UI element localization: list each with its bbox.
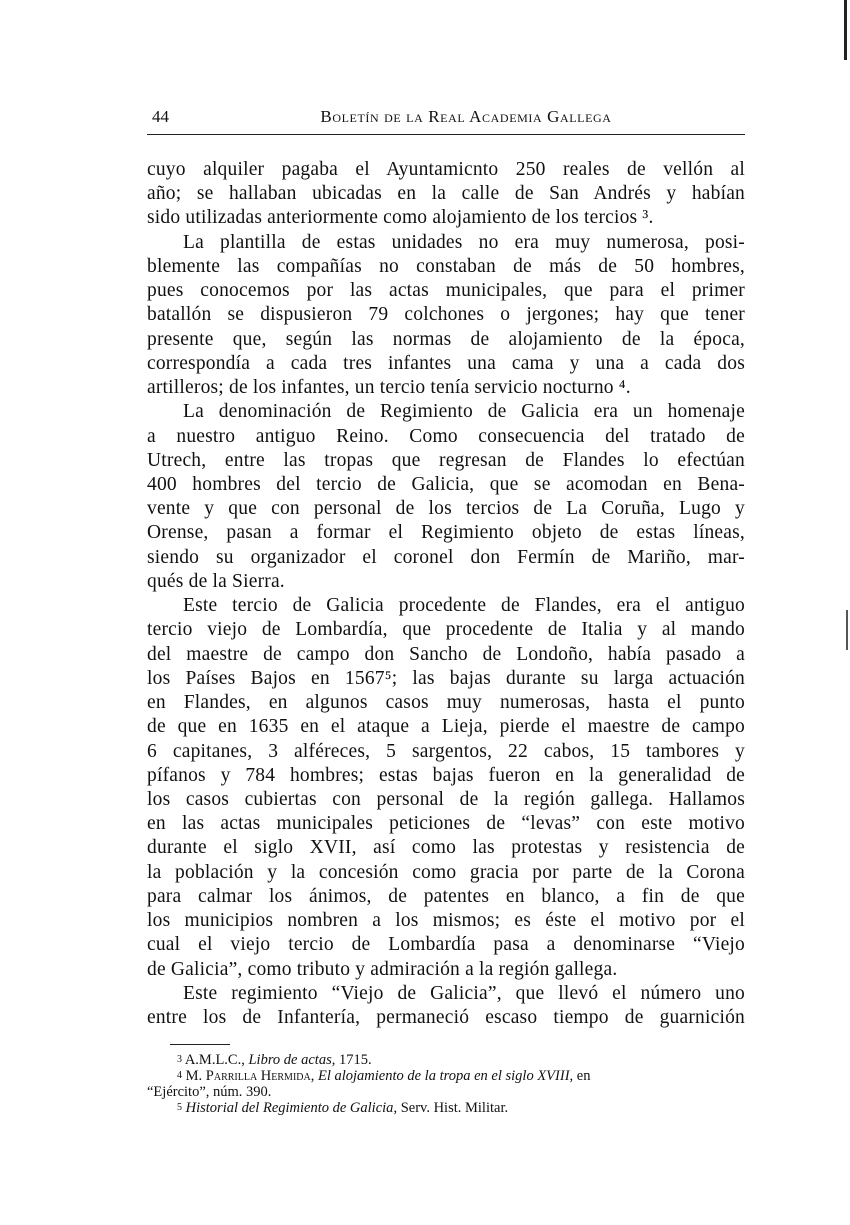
text-line: los municipios nombren a los mismos; es éste el motivo por el xyxy=(147,910,745,932)
text-line: cuyo alquiler pagaba el Ayuntamicnto 250 reales de vellón al xyxy=(147,159,745,180)
text-line: los casos cubiertas con personal de la región gallega. Hallamos xyxy=(147,788,745,810)
text-line: Utrech, entre las tropas que regresan de Flandes lo efectúan xyxy=(147,449,745,471)
text-line: a nuestro antiguo Reino. Como consecuencia del tratado de xyxy=(147,425,745,447)
page-number: 44 xyxy=(152,107,169,126)
text-line: 400 hombres del tercio de Galicia, que se acomodan en Bena- xyxy=(147,473,745,495)
text-line: entre los de Infantería, permaneció escaso tiempo de guarnición xyxy=(147,1007,745,1029)
text-line: siendo su organizador el coronel don Fermín de Mariño, mar- xyxy=(147,546,745,568)
text-line: La denominación de Regimiento de Galicia era un homenaje xyxy=(183,401,745,423)
text-line: en Flandes, en algunos casos muy numerosas, hasta el punto xyxy=(147,692,745,714)
text-line: blemente las compañías no constaban de más de 50 hombres, xyxy=(147,255,745,277)
text-line: los Países Bajos en 1567⁵; las bajas durante su larga actuación xyxy=(147,667,745,689)
text-line: La plantilla de estas unidades no era muy numerosa, posi- xyxy=(183,231,745,253)
text-line: de que en 1635 en el ataque a Lieja, pierde el maestre de campo xyxy=(147,716,745,738)
header-rule xyxy=(147,134,745,135)
text-line: Este regimiento “Viejo de Galicia”, que llevó el número uno xyxy=(183,982,745,1004)
text-line: cual el viejo tercio de Lombardía pasa a denominarse “Viejo xyxy=(147,934,745,956)
footnote-3: $^3$ A.M.L.C., Libro de actas, 1715. xyxy=(177,1052,372,1068)
text-line: la población y la concesión como gracia por parte de la Corona xyxy=(147,861,745,883)
text-line: pues conocemos por las actas municipales, que para el primer xyxy=(147,280,745,302)
text-line: sido utilizadas anteriormente como alojamiento de los tercios ³. xyxy=(147,207,654,229)
text-line: en las actas municipales peticiones de “levas” con este motivo xyxy=(147,813,745,835)
text-line: durante el siglo XVII, así como las protestas y resistencia de xyxy=(147,837,745,859)
text-line: presente que, según las normas de alojamiento de la época, xyxy=(147,328,745,350)
text-line: 6 capitanes, 3 alféreces, 5 sargentos, 22 cabos, 15 tambores y xyxy=(147,740,745,762)
text-line: del maestre de campo don Sancho de Londoño, había pasado a xyxy=(147,643,745,665)
text-line: año; se hallaban ubicadas en la calle de San Andrés y habían xyxy=(147,183,745,205)
text-line: Este tercio de Galicia procedente de Flandes, era el antiguo xyxy=(183,595,745,617)
text-line: correspondía a cada tres infantes una cama y una a cada dos xyxy=(147,352,745,374)
text-line: para calmar los ánimos, de patentes en blanco, a fin de que xyxy=(147,885,745,907)
footnote-4: $^4$ M. Parrilla Hermida, El alojamiento de la tropa en el siglo XVIII, en “Ejército”, núm. 390. xyxy=(147,1068,591,1100)
text-line: qués de la Sierra. xyxy=(147,570,285,592)
scan-edge-artifact xyxy=(844,0,847,60)
text-line: tercio viejo de Lombardía, que procedente de Italia y al mando xyxy=(147,619,745,641)
text-line: batallón se dispusieron 79 colchones o jergones; hay que tener xyxy=(147,304,745,326)
footnote-rule xyxy=(170,1044,230,1045)
text-line: artilleros; de los infantes, un tercio tenía servicio nocturno ⁴. xyxy=(147,377,631,399)
scan-edge-artifact xyxy=(846,610,848,650)
text-line: Orense, pasan a formar el Regimiento objeto de estas líneas, xyxy=(147,522,745,544)
text-line: vente y que con personal de los tercios de La Coruña, Lugo y xyxy=(147,498,745,520)
text-line: de Galicia”, como tributo y admiración a la región gallega. xyxy=(147,958,618,980)
running-title: Boletín de la Real Academia Gallega xyxy=(320,107,612,126)
text-line: pífanos y 784 hombres; estas bajas fueron en la generalidad de xyxy=(147,764,745,786)
footnote-5: $^5$ Historial del Regimiento de Galicia, Serv. Hist. Militar. xyxy=(177,1100,509,1116)
